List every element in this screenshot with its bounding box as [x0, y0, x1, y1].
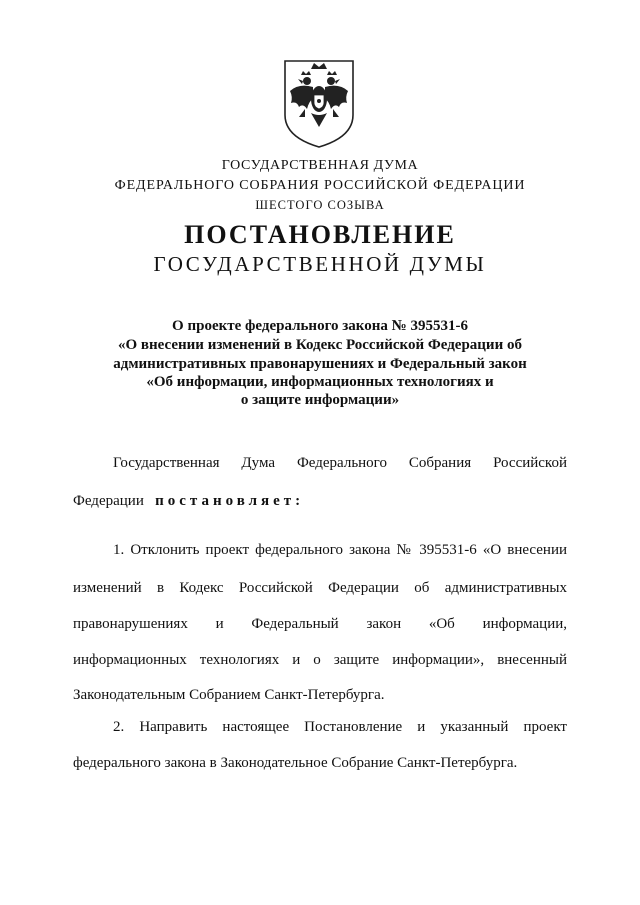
intro-line2-text: Федерации: [73, 493, 144, 509]
paragraph1-line2: изменений в Кодекс Российской Федерации об административных: [73, 580, 567, 596]
subject-line2: «О внесении изменений в Кодекс Российской Федерации об: [118, 337, 522, 353]
subject-line4: «Об информации, информационных технологиях и: [146, 374, 494, 390]
subject-line3: административных правонарушениях и Федеральный закон: [113, 356, 527, 372]
org-name-line2: ФЕДЕРАЛЬНОГО СОБРАНИЯ РОССИЙСКОЙ ФЕДЕРАЦИИ: [114, 178, 526, 193]
intro-line1: Государственная Дума Федерального Собрания Российской: [113, 455, 567, 471]
paragraph1-line3: правонарушениях и Федеральный закон «Об информации,: [73, 616, 567, 632]
org-name-line1: ГОСУДАРСТВЕННАЯ ДУМА: [221, 158, 419, 173]
paragraph2-line2: федерального закона в Законодательное Собрание Санкт-Петербурга.: [73, 755, 518, 771]
paragraph1-line1: 1. Отклонить проект федерального закона № 395531-6 «О внесении: [113, 542, 567, 558]
convocation: ШЕСТОГО СОЗЫВА: [255, 198, 385, 212]
subject-line1: О проекте федерального закона № 395531-6: [172, 318, 468, 334]
coat-of-arms-icon: [281, 57, 357, 150]
subject-line5: о защите информации»: [240, 392, 400, 408]
paragraph1-line4: информационных технологиях и о защите информации», внесенный: [73, 652, 567, 668]
document-type-subtitle: ГОСУДАРСТВЕННОЙ ДУМЫ: [153, 252, 487, 276]
paragraph2-line1: 2. Направить настоящее Постановление и указанный проект: [113, 719, 567, 735]
resolution-verb: постановляет:: [155, 493, 305, 509]
document-type-title: ПОСТАНОВЛЕНИЕ: [184, 220, 456, 249]
intro-line2: [73, 493, 567, 510]
paragraph1-line5: Законодательным Собранием Санкт-Петербурга.: [73, 687, 385, 703]
